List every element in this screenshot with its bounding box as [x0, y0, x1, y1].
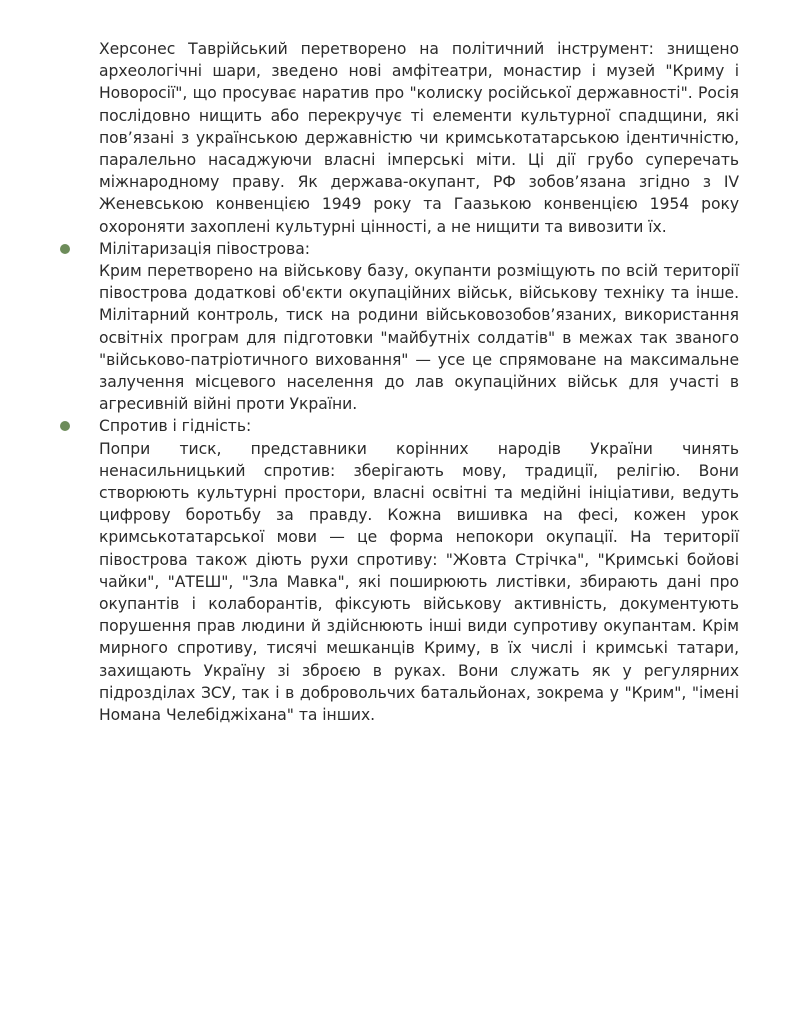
bullet-body-resistance: Попри тиск, представники корінних народів України чинять ненасильницький спротив: зберігають мову, традиції, релігію. Вони створюють культурні простори, власні освітні та медійні ініціативи, ведуть цифрову боротьбу за правду. Кожна вишивка на фесі, кожен урок кримськотатарської мови — це форма непокори окупації. На території півострова також діють рухи спротиву: "Жовта Стрічка", "Кримські бойові чайки", "АТЕШ", "Зла Мавка", які поширюють листівки, збирають дані про окупантів і колаборантів, фіксують військову активність, документують порушення прав людини й здійснюють інші види супротиву окупантам. Крім мирного спротиву, тисячі мешканців Криму, в їх числі і кримські татари, захищають Україну зі зброєю в руках. Вони служать як у регулярних підрозділах ЗСУ, так і в добровольчих батальйонах, зокрема у "Крим", "імені Номана Челебіджіхана" та інших.	[99, 439, 739, 725]
bullet-heading-militarization: Мілітаризація півострова:	[99, 239, 310, 258]
bullet-item-resistance	[99, 415, 739, 726]
bullet-body-militarization: Крим перетворено на військову базу, окупанти розміщують по всій території півострова додаткові об'єкти окупаційних військ, військову техніку та інше. Мілітарний контроль, тиск на родини військовозобов’язаних, використання освітніх програм для підготовки "майбутніх солдатів" в межах так званого "військово-патріотичного виховання" — усе це спрямоване на максимальне залучення місцевого населення до лав окупаційних військ для участі в агресивній війні проти України.	[99, 262, 739, 414]
intro-paragraph: Херсонес Таврійський перетворено на політичний інструмент: знищено археологічні шари, зведено нові амфітеатри, монастир і музей "Криму і Новоросії", що просуває наратив про "колиску російської державності". Росія послідовно нищить або перекручує ті елементи культурної спадщини, які пов’язані з українською державністю чи кримськотатарською ідентичністю, паралельно насаджуючи власні імперські міти. Ці дії грубо суперечать міжнародному праву. Як держава-окупант, РФ зобов’язана згідно з IV Женевською конвенцією 1949 року та Гаазькою конвенцією 1954 року охороняти захоплені культурні цінності, а не нищити та вивозити їх.	[99, 40, 739, 236]
bullet-dot-icon	[60, 244, 70, 254]
bullet-heading-resistance: Спротив і гідність:	[99, 417, 252, 436]
bullet-dot-icon	[60, 421, 70, 431]
bullet-item-militarization	[99, 238, 739, 416]
document-body	[99, 38, 739, 726]
